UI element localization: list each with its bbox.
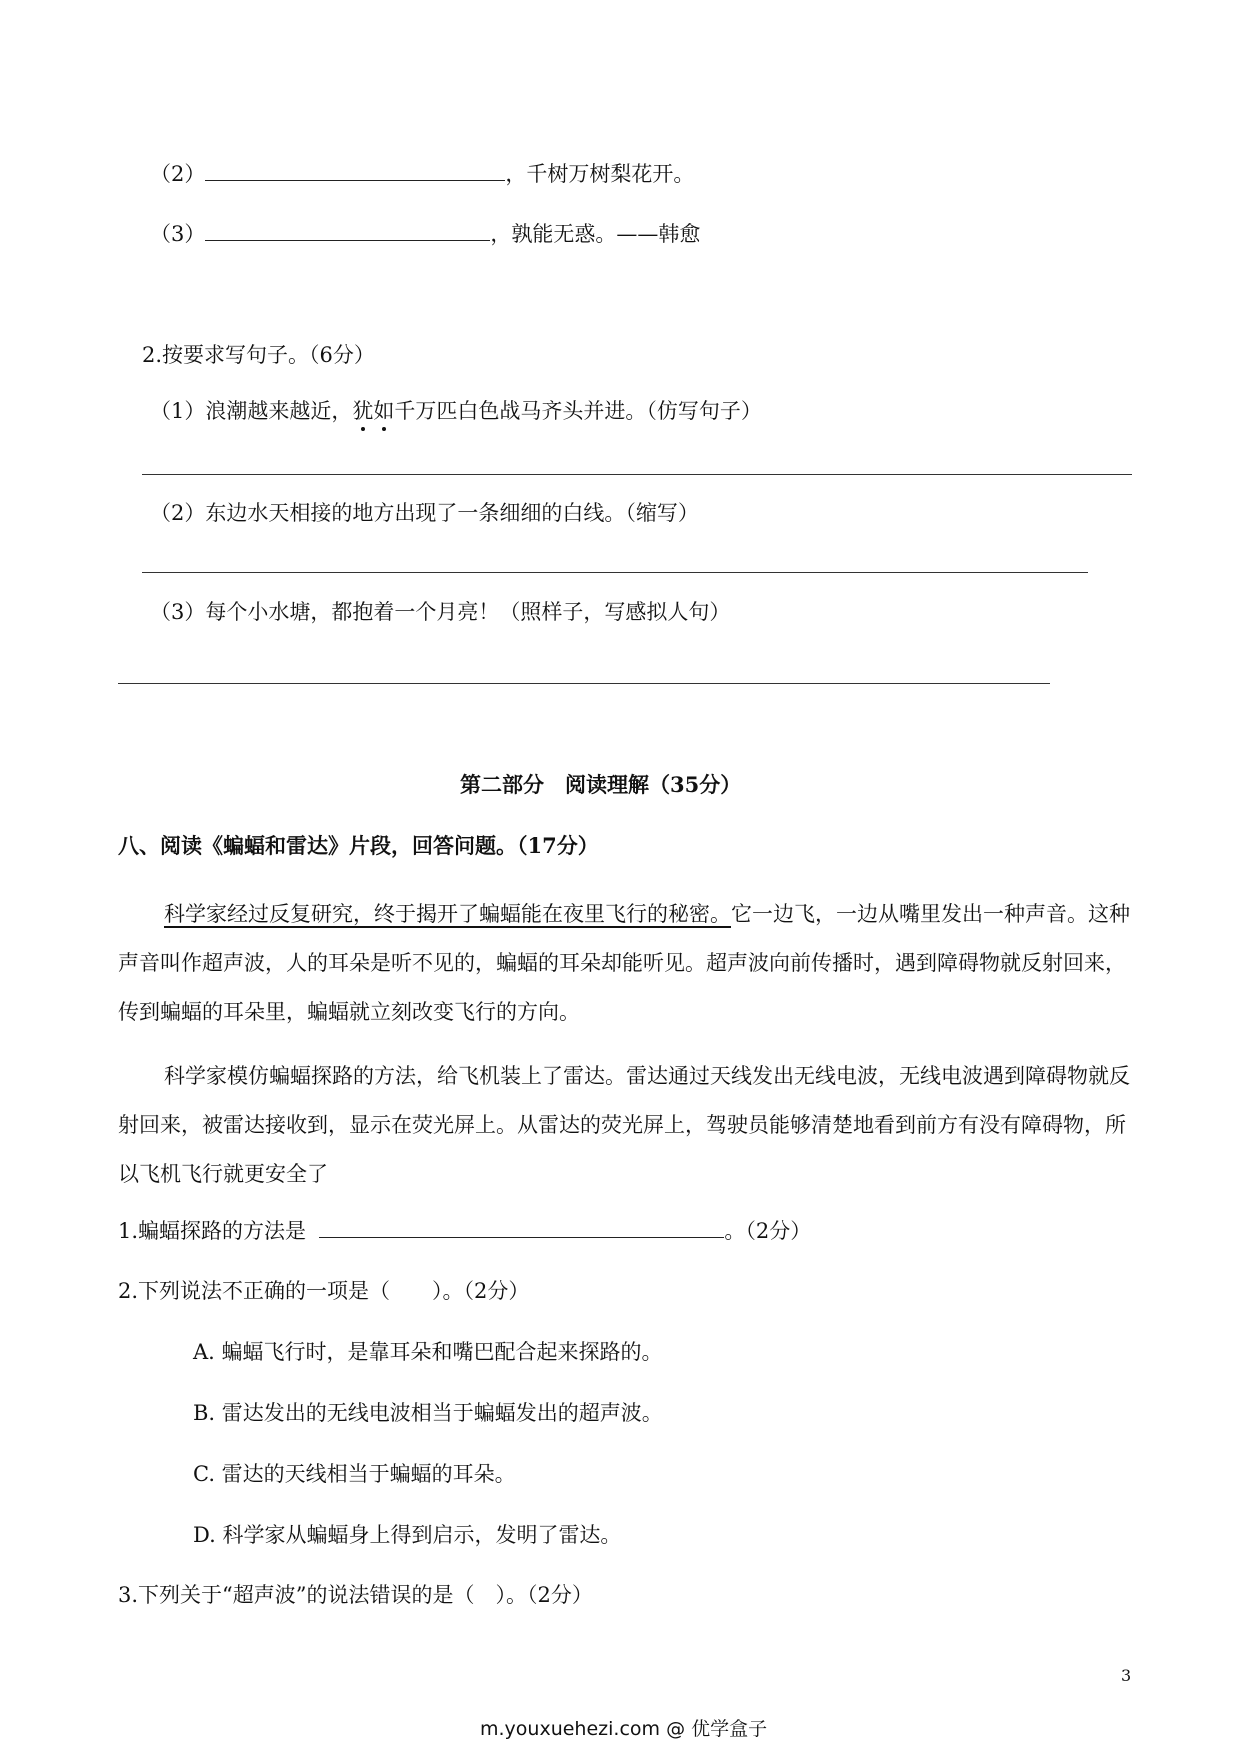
passage-paragraph-2: 科学家模仿蝙蝠探路的方法，给飞机装上了雷达。雷达通过天线发出无线电波，无线电波遇到障碍物就反射回来，被雷达接收到，显示在荧光屏上。从雷达的荧光屏上，驾驶员能够清楚地看到前方有没有障碍物，所以飞机飞行就更安全了 <box>118 1064 1130 1186</box>
option-d[interactable]: D. 科学家从蝙蝠身上得到启示，发明了雷达。 <box>193 1523 622 1547</box>
item-number: （3） <box>150 222 206 246</box>
part-2-title: 第二部分 阅读理解（35分） <box>460 772 742 797</box>
blank-item-2 <box>150 158 694 189</box>
option-c[interactable]: C. 雷达的天线相当于蝙蝠的耳朵。 <box>193 1462 516 1486</box>
reading-question-1 <box>118 1215 811 1246</box>
answer-blank[interactable] <box>205 158 505 181</box>
dotted-char: 如 <box>373 399 395 423</box>
question-2-title: 2.按要求写句子。（6分） <box>142 343 375 367</box>
item-text: ，千树万树梨花开。 <box>505 162 695 186</box>
sentence-1-start: （1）浪潮越来越近， <box>150 399 353 423</box>
answer-line-3[interactable] <box>118 683 1050 684</box>
answer-line-2[interactable] <box>142 572 1088 573</box>
option-a[interactable]: A. 蝙蝠飞行时，是靠耳朵和嘴巴配合起来探路的。 <box>193 1340 663 1364</box>
answer-blank[interactable] <box>205 218 490 241</box>
item-number: （2） <box>150 162 206 186</box>
underlined-sentence: 科学家经过反复研究，终于揭开了蝙蝠能在夜里飞行的秘密。 <box>164 902 731 926</box>
dotted-char: 犹 <box>352 399 374 423</box>
answer-blank[interactable] <box>319 1215 724 1238</box>
option-b[interactable]: B. 雷达发出的无线电波相当于蝙蝠发出的超声波。 <box>193 1401 663 1425</box>
footer-watermark: m.youxuehezi.com @ 优学盒子 <box>480 1718 768 1740</box>
sentence-2: （2）东边水天相接的地方出现了一条细细的白线。（缩写） <box>150 501 699 525</box>
question-points: 。（2分） <box>724 1219 812 1243</box>
reading-question-3: 3.下列关于“超声波”的说法错误的是（ ）。（2分） <box>118 1583 593 1607</box>
question-text: 1.蝙蝠探路的方法是 <box>118 1219 307 1243</box>
passage-paragraph-1 <box>118 890 1133 1037</box>
sentence-1-end: 千万匹白色战马齐头并进。（仿写句子） <box>394 399 762 423</box>
item-text: ，孰能无惑。——韩愈 <box>490 222 701 246</box>
sentence-1 <box>150 396 762 426</box>
paragraph-text: 它一边飞，一边从嘴里发出一种声音。这种声音叫作超声波，人的耳朵是听不见的，蝙蝠的耳朵却能听见。超声波向前传播时，遇到障碍物就反射回来，传到蝙蝠的耳朵里，蝙蝠就立刻改变飞行的方向。 <box>118 902 1130 1024</box>
section-8-title: 八、阅读《蝙蝠和雷达》片段，回答问题。（17分） <box>118 833 599 858</box>
answer-line-1[interactable] <box>142 474 1132 475</box>
page-number: 3 <box>1121 1666 1132 1685</box>
blank-item-3 <box>150 218 700 249</box>
reading-question-2: 2.下列说法不正确的一项是（ ）。（2分） <box>118 1279 530 1303</box>
sentence-3: （3）每个小水塘，都抱着一个月亮！（照样子，写感拟人句） <box>150 600 731 624</box>
